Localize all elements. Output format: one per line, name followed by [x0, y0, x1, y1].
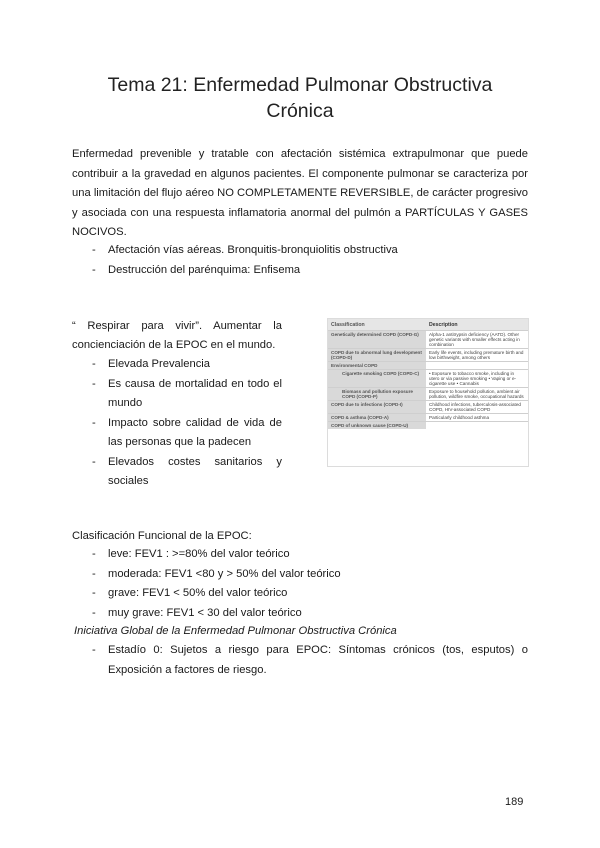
dash-mark: - — [92, 455, 96, 468]
list-item-text: grave: FEV1 < 50% del valor teórico — [108, 587, 288, 599]
gold-list — [72, 641, 528, 680]
list-item-text: Estadío 0: Sujetos a riesgo para EPOC: Síntomas crónicos (tos, esputos) o Exposición a factores de riesgo. — [108, 644, 528, 676]
dash-mark: - — [92, 263, 96, 276]
table-header — [328, 319, 528, 330]
dash-mark: - — [92, 606, 96, 619]
list-item-text: Afectación vías aéreas. Bronquitis-bronquiolitis obstructiva — [108, 244, 398, 256]
list-item — [72, 565, 528, 585]
reasons-list — [72, 355, 282, 492]
list-item-text: Elevada Prevalencia — [108, 358, 210, 370]
table-row — [328, 413, 528, 421]
table-row — [328, 387, 528, 400]
header-description: Description — [429, 321, 458, 328]
list-item-text: moderada: FEV1 <80 y > 50% del valor teórico — [108, 567, 341, 580]
table-cell — [426, 422, 528, 429]
table-cell — [426, 362, 528, 369]
list-item-text: Impacto sobre calidad de vida de las personas que la padecen — [108, 416, 282, 448]
table-row — [328, 369, 528, 387]
list-item — [72, 545, 528, 565]
table-row — [328, 348, 528, 361]
list-item — [72, 604, 528, 624]
list-item — [72, 261, 528, 281]
table-row — [328, 330, 528, 348]
affect-list — [72, 241, 528, 280]
functional-title: Clasificación Funcional de la EPOC: — [72, 530, 252, 542]
dash-mark: - — [92, 416, 96, 429]
table-cell: Early life events, including premature birth and low birthweight, among others — [429, 350, 524, 360]
list-item — [72, 375, 282, 414]
list-item-text: Destrucción del parénquima: Enfisema — [108, 263, 301, 276]
table-cell: Exposure to household pollution, ambient air pollution, wildfire smoke, occupational hazards — [429, 389, 524, 399]
dash-mark: - — [92, 548, 96, 560]
list-item — [72, 414, 282, 453]
header-classification: Classification — [331, 321, 365, 328]
table-row — [328, 400, 528, 413]
intro-paragraph: Enfermedad prevenible y tratable con afectación sistémica extrapulmonar que puede contribuir a la gravedad en algunos pacientes. El componente pulmonar se caracteriza por una limitación del flujo aéreo NO COMPLETAMENTE REVERSIBLE, de carácter progresivo y asociada con una respuesta inflamatoria anormal del pulmón a PARTÍCULAS Y GASES NOCIVOS. — [72, 148, 528, 238]
list-item — [72, 641, 528, 680]
title-line-2: Crónica — [266, 100, 334, 122]
list-item — [72, 355, 282, 375]
table-cell: COPD due to abnormal lung development (COPD-D) — [328, 349, 426, 361]
dash-mark: - — [92, 358, 96, 370]
table-row — [328, 421, 528, 429]
list-item — [72, 584, 528, 604]
table-cell: Genetically determined COPD (COPD-G) — [328, 331, 426, 348]
table-cell: Childhood infections, tuberculosis-associated COPD, HIV-associated COPD — [429, 402, 521, 412]
table-cell: • Exposure to tobacco smoke, including in utero or via passive smoking • Vaping or e-cigarette use • Cannabis — [429, 371, 517, 386]
dash-mark: - — [92, 644, 96, 656]
table-cell: COPD & asthma (COPD-A) — [328, 414, 426, 421]
dash-mark: - — [92, 244, 96, 256]
table-cell: Alpha-1 antitrypsin deficiency (AATD). Other genetic variants with smaller effects acting in combination — [429, 332, 520, 347]
page-title — [60, 72, 540, 124]
table-cell: COPD due to infections (COPD-I) — [328, 401, 426, 413]
list-item-text: Es causa de mortalidad en todo el mundo — [108, 377, 282, 409]
dash-mark: - — [92, 567, 96, 580]
table-cell: Particularly childhood asthma — [429, 415, 490, 420]
list-item — [72, 241, 528, 261]
list-item-text: Elevados costes sanitarios y sociales — [108, 455, 282, 487]
table-cell: Cigarette smoking COPD (COPD-C) — [328, 370, 426, 387]
copd-classification-table — [327, 318, 529, 467]
functional-list — [72, 545, 528, 623]
title-line-1: Tema 21: Enfermedad Pulmonar Obstructiva — [107, 74, 493, 96]
list-item-text: muy grave: FEV1 < 30 del valor teórico — [108, 606, 302, 619]
table-cell: Biomass and pollution exposure COPD (COPD-P) — [328, 388, 426, 400]
list-item-text: leve: FEV1 : >=80% del valor teórico — [108, 548, 290, 560]
page-number: 189 — [505, 796, 524, 808]
table-row — [328, 361, 528, 369]
table-cell: Environmental COPD — [328, 362, 426, 369]
dash-mark: - — [92, 587, 96, 599]
gold-heading: Iniciativa Global de la Enfermedad Pulmonar Obstructiva Crónica — [74, 625, 397, 637]
table-cell: COPD of unknown cause (COPD-U) — [328, 422, 426, 429]
list-item — [72, 453, 282, 492]
quote-paragraph: “ Respirar para vivir”. Aumentar la concienciación de la EPOC en el mundo. — [72, 320, 282, 351]
dash-mark: - — [92, 377, 96, 390]
